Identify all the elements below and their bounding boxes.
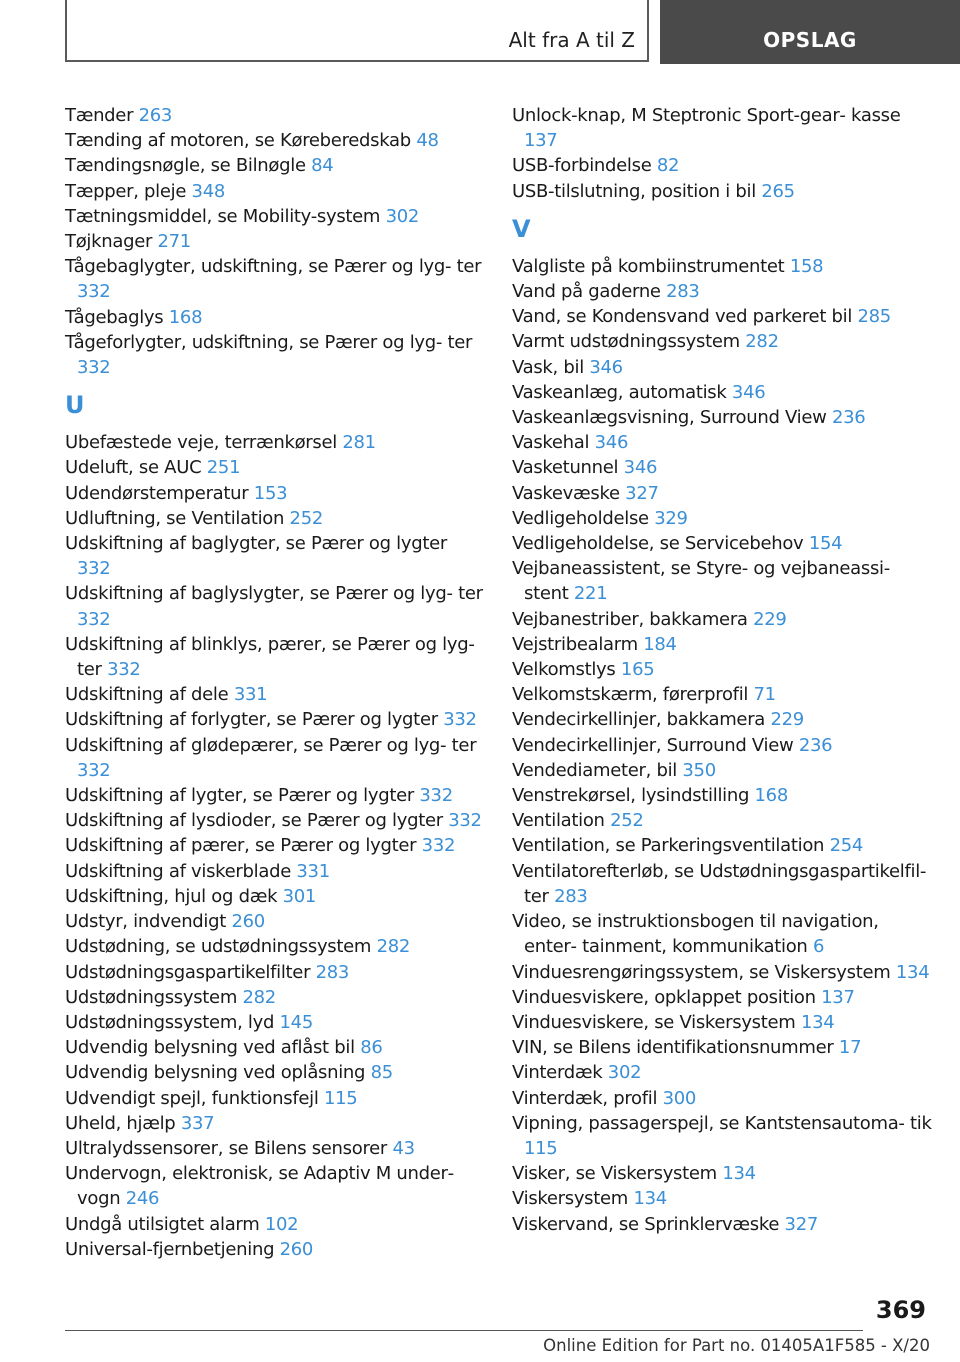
index-entry-text: Udskiftning af blinklys, pærer, se Pærer og lyg‐ ter <box>65 633 475 681</box>
index-entry-text: Ventilatorefterløb, se Udstødningsgaspartikelfil‐ ter <box>512 860 927 907</box>
index-entry-text: Undervogn, elektronisk, se Adaptiv M under‐ vogn <box>65 1163 454 1210</box>
index-entry <box>65 330 485 380</box>
index-entry-text: Vaskehal <box>512 432 590 454</box>
index-entry-text: Visker, se Viskersystem <box>512 1163 717 1185</box>
index-entry-text: Vejstribealarm <box>512 633 638 655</box>
index-page-link[interactable]: 331 <box>233 684 268 706</box>
index-entry <box>512 1161 932 1186</box>
index-entry <box>512 909 932 959</box>
index-page-link[interactable]: 17 <box>838 1037 862 1059</box>
index-page-link[interactable]: 331 <box>296 860 330 882</box>
index-entry-text: Udvendig belysning ved oplåsning <box>65 1062 366 1084</box>
index-page-link[interactable]: 246 <box>125 1188 160 1210</box>
index-entry <box>512 380 932 405</box>
index-entry <box>65 481 485 506</box>
index-entry-text: Udskiftning af dele <box>65 684 229 706</box>
index-page-link[interactable]: 265 <box>761 180 795 202</box>
index-entry-text: Tændingsnøgle, se Bilnøgle <box>65 155 306 177</box>
index-entry <box>512 758 932 783</box>
index-page-link[interactable]: 281 <box>342 432 376 454</box>
index-page-link[interactable]: 236 <box>831 407 866 429</box>
index-page-link[interactable]: 71 <box>753 684 776 706</box>
index-entry-text: Tætningsmiddel, se Mobility-system <box>65 205 381 227</box>
index-page-link[interactable]: 350 <box>682 759 716 781</box>
index-entry-text: Undgå utilsigtet alarm <box>65 1213 260 1235</box>
index-page-link[interactable]: 254 <box>829 835 864 857</box>
header-title: Alt fra A til Z <box>508 28 635 52</box>
index-page-link[interactable]: 300 <box>662 1087 697 1109</box>
index-page-link[interactable]: 43 <box>392 1137 415 1159</box>
index-page-link[interactable]: 346 <box>731 381 766 403</box>
index-page-link[interactable]: 134 <box>722 1163 756 1185</box>
index-page-link[interactable]: 282 <box>242 986 276 1008</box>
index-page-link[interactable]: 329 <box>654 507 688 529</box>
index-page-link[interactable]: 327 <box>625 482 659 504</box>
index-page-link[interactable]: 302 <box>385 205 420 227</box>
index-entry-text: Udvendigt spejl, funktionsfejl <box>65 1087 319 1109</box>
index-entry <box>512 657 932 682</box>
index-page-link[interactable]: 346 <box>589 356 623 378</box>
index-entry-text: Udskiftning af lysdioder, se Pærer og lygter <box>65 810 443 832</box>
index-page-link[interactable]: 337 <box>180 1112 215 1134</box>
index-page-link[interactable]: 301 <box>282 885 317 907</box>
index-page-link[interactable]: 82 <box>656 155 680 177</box>
index-page-link[interactable]: 332 <box>419 785 453 807</box>
index-entry-text: USB-forbindelse <box>512 155 652 177</box>
index-entry-text: Uheld, hjælp <box>65 1112 176 1134</box>
index-page-link[interactable]: 154 <box>808 533 843 555</box>
index-entry-text: Tænding af motoren, se Køreberedskab <box>65 130 411 152</box>
index-letter-heading: U <box>65 391 85 420</box>
index-page-link[interactable]: 153 <box>253 482 288 504</box>
index-entry <box>65 455 485 480</box>
index-entry-text: Udstødningsgaspartikelfilter <box>65 961 311 983</box>
index-entry-text: Vaskeanlægsvisning, Surround View <box>512 407 827 429</box>
index-entry-text: Vand på gaderne <box>512 281 661 303</box>
index-entry <box>65 1161 485 1211</box>
index-page-link[interactable]: 332 <box>77 608 111 630</box>
index-entry <box>65 1237 485 1262</box>
index-page-link[interactable]: 302 <box>607 1062 642 1084</box>
index-page-link[interactable]: 229 <box>753 608 787 630</box>
index-entry <box>65 934 485 959</box>
index-page-link[interactable]: 332 <box>77 281 111 303</box>
index-page-link[interactable]: 282 <box>745 331 779 353</box>
index-entry-text: Udskiftning af baglygter, se Pærer og lygter <box>65 533 447 555</box>
index-entry <box>65 833 485 858</box>
index-entry <box>512 506 932 531</box>
index-entry <box>512 430 932 455</box>
index-entry-text: Vendediameter, bil <box>512 759 677 781</box>
index-entry <box>65 305 485 330</box>
index-page-link[interactable]: 236 <box>798 734 833 756</box>
index-page-link[interactable]: 102 <box>264 1213 299 1235</box>
index-entry-text: Udskiftning af forlygter, se Pærer og lygter <box>65 709 438 731</box>
index-entry <box>65 531 485 581</box>
footer-divider <box>65 1330 863 1331</box>
index-entry <box>65 581 485 631</box>
index-entry-text: Udeluft, se AUC <box>65 457 202 479</box>
index-entry-text: Velkomstlys <box>512 659 616 681</box>
index-page-link[interactable]: 134 <box>633 1188 667 1210</box>
index-page-link[interactable]: 158 <box>789 255 824 277</box>
index-page-link[interactable]: 332 <box>107 659 141 681</box>
index-page-link[interactable]: 251 <box>206 457 241 479</box>
index-page-link[interactable]: 285 <box>857 306 891 328</box>
index-entry-text: Vaskeanlæg, automatisk <box>512 381 727 403</box>
index-entry-text: Vinduesrengøringssystem, se Viskersystem <box>512 961 891 983</box>
index-page-link[interactable]: 252 <box>610 810 644 832</box>
index-entry <box>65 430 485 455</box>
index-entry-text: Varmt udstødningssystem <box>512 331 740 353</box>
index-entry-text: USB-tilslutning, position i bil <box>512 180 756 202</box>
index-entry <box>512 531 932 556</box>
index-page-link[interactable]: 263 <box>138 105 173 126</box>
index-entry <box>512 1035 932 1060</box>
index-page-link[interactable]: 282 <box>376 936 411 958</box>
index-page-link[interactable]: 84 <box>311 155 334 177</box>
index-entry <box>65 1035 485 1060</box>
index-entry-text: Unlock-knap, M Steptronic Sport-gear‐ kasse <box>512 105 901 126</box>
index-entry-text: Udskiftning af pærer, se Pærer og lygter <box>65 835 417 857</box>
index-entry <box>512 153 932 178</box>
index-entry-text: Udvendig belysning ved aflåst bil <box>65 1037 355 1059</box>
index-entry-text: Udstødning, se udstødningssystem <box>65 936 372 958</box>
index-page-link[interactable]: 332 <box>443 709 477 731</box>
index-entry <box>512 1111 932 1161</box>
index-entry <box>512 556 932 606</box>
index-page-link[interactable]: 115 <box>323 1087 358 1109</box>
index-entry-text: Udstyr, indvendigt <box>65 911 227 933</box>
index-entry <box>512 304 932 329</box>
index-entry-text: Tågebaglygter, udskiftning, se Pærer og lyg‐ ter <box>65 256 482 278</box>
index-entry-text: Vaskevæske <box>512 482 620 504</box>
index-page-link[interactable]: 184 <box>643 633 677 655</box>
index-entry-text: Udstødningssystem <box>65 986 238 1008</box>
index-entry <box>65 1212 485 1237</box>
index-entry-text: Udskiftning af lygter, se Pærer og lygter <box>65 785 414 807</box>
index-entry-text: Udskiftning af glødepærer, se Pærer og lyg‐ ter <box>65 734 477 756</box>
index-entry <box>65 707 485 732</box>
index-entry <box>512 808 932 833</box>
index-entry <box>512 985 932 1010</box>
index-entry <box>65 204 485 229</box>
index-entry <box>512 103 932 153</box>
index-entry-text: Velkomstskærm, førerprofil <box>512 684 749 706</box>
index-page-link[interactable]: 271 <box>157 231 191 253</box>
index-entry-text: Tænder <box>65 105 134 126</box>
index-page-link[interactable]: 221 <box>573 583 608 605</box>
index-entry <box>512 960 932 985</box>
index-entry-text: Vedligeholdelse, se Servicebehov <box>512 533 804 555</box>
header-section-tab: OPSLAG <box>660 0 960 64</box>
index-entry <box>512 632 932 657</box>
index-page-link[interactable]: 283 <box>315 961 350 983</box>
index-entry <box>65 783 485 808</box>
page-number: 369 <box>875 1296 926 1324</box>
index-entry <box>512 707 932 732</box>
index-page-link[interactable]: 332 <box>77 357 111 379</box>
index-entry <box>65 859 485 884</box>
index-entry-text: Tæpper, pleje <box>65 180 187 202</box>
index-page-link[interactable]: 145 <box>279 1011 313 1033</box>
index-entry <box>512 455 932 480</box>
index-page-link[interactable]: 260 <box>231 911 265 933</box>
index-entry <box>65 985 485 1010</box>
index-entry <box>512 733 932 758</box>
index-entry <box>65 103 485 128</box>
index-entry-text: Vinduesviskere, se Viskersystem <box>512 1011 796 1033</box>
index-page-link[interactable]: 332 <box>77 759 111 781</box>
index-entry-text: Viskervand, se Sprinklervæske <box>512 1213 780 1235</box>
index-entry <box>512 481 932 506</box>
index-entry <box>65 1111 485 1136</box>
index-page-link[interactable]: 283 <box>554 885 588 907</box>
index-entry <box>512 833 932 858</box>
index-page-link[interactable]: 134 <box>895 961 930 983</box>
index-entry <box>65 128 485 153</box>
index-page-link[interactable]: 332 <box>448 810 482 832</box>
index-entry-text: Vinterdæk, profil <box>512 1087 658 1109</box>
index-entry <box>512 329 932 354</box>
index-entry <box>512 1186 932 1211</box>
index-entry <box>512 607 932 632</box>
index-page-link[interactable]: 348 <box>191 180 226 202</box>
index-entry <box>65 909 485 934</box>
index-page-link[interactable]: 346 <box>594 432 629 454</box>
index-entry-text: Video, se instruktionsbogen til navigation, enter‐ tainment, kommunikation <box>512 911 879 958</box>
index-page-link[interactable]: 332 <box>421 835 456 857</box>
index-entry-text: Valgliste på kombiinstrumentet <box>512 255 785 277</box>
index-letter-heading: V <box>512 214 531 243</box>
index-entry <box>65 1010 485 1035</box>
index-entry <box>512 1060 932 1085</box>
index-entry-text: Udskiftning, hjul og dæk <box>65 885 278 907</box>
index-page-link[interactable]: 165 <box>620 659 655 681</box>
index-entry-text: Udluftning, se Ventilation <box>65 507 285 529</box>
index-entry-text: Udskiftning af baglyslygter, se Pærer og lyg‐ ter <box>65 583 483 605</box>
index-entry <box>512 682 932 707</box>
index-entry-text: Vinduesviskere, opklappet position <box>512 986 816 1008</box>
index-entry-text: Vipning, passagerspejl, se Kantstensautoma‐ tik <box>512 1112 932 1134</box>
index-page-link[interactable]: 283 <box>666 281 700 303</box>
index-entry <box>65 632 485 682</box>
index-entry <box>65 254 485 304</box>
index-entry-text: Vand, se Kondensvand ved parkeret bil <box>512 306 853 328</box>
index-entry <box>512 405 932 430</box>
index-page-link[interactable]: 168 <box>754 785 788 807</box>
index-entry <box>65 960 485 985</box>
footer-text: Online Edition for Part no. 01405A1F585 - X/20 <box>543 1336 930 1355</box>
index-entry-text: VIN, se Bilens identifikationsnummer <box>512 1037 834 1059</box>
index-entry-text: Tågebaglys <box>65 306 164 328</box>
index-entry <box>65 179 485 204</box>
index-entry <box>512 355 932 380</box>
index-column-right <box>512 103 932 1237</box>
index-entry-text: Udendørstemperatur <box>65 482 249 504</box>
index-entry <box>512 859 932 909</box>
index-page-link[interactable]: 168 <box>168 306 203 328</box>
index-entry-text: Venstrekørsel, lysindstilling <box>512 785 750 807</box>
index-entry-text: Ultralydssensorer, se Bilens sensorer <box>65 1137 388 1159</box>
index-entry <box>512 179 932 204</box>
index-entry-text: Vendecirkellinjer, bakkamera <box>512 709 766 731</box>
index-page-link[interactable]: 332 <box>77 558 111 580</box>
index-entry-text: Udskiftning af viskerblade <box>65 860 291 882</box>
index-entry-text: Udstødningssystem, lyd <box>65 1011 275 1033</box>
index-entry-text: Vinterdæk <box>512 1062 603 1084</box>
index-page-link[interactable]: 134 <box>800 1011 835 1033</box>
index-entry <box>512 279 932 304</box>
index-page-link[interactable]: 252 <box>289 507 324 529</box>
index-entry <box>65 1060 485 1085</box>
index-entry <box>65 153 485 178</box>
index-entry-text: Vasketunnel <box>512 457 619 479</box>
index-entry <box>65 506 485 531</box>
index-page-link[interactable]: 327 <box>784 1213 819 1235</box>
index-entry <box>65 733 485 783</box>
index-page-link[interactable]: 137 <box>821 986 855 1008</box>
index-entry <box>65 808 485 833</box>
index-entry <box>65 1086 485 1111</box>
index-entry-text: Vendecirkellinjer, Surround View <box>512 734 794 756</box>
index-entry-text: Tøjknager <box>65 231 153 253</box>
index-page-link[interactable]: 85 <box>370 1062 393 1084</box>
index-entry <box>512 1212 932 1237</box>
index-entry-text: Tågeforlygter, udskiftning, se Pærer og lyg‐ ter <box>65 331 473 353</box>
index-page-link[interactable]: 115 <box>524 1137 558 1159</box>
index-entry <box>65 229 485 254</box>
index-entry <box>512 1086 932 1111</box>
index-entry-text: Vejbanestriber, bakkamera <box>512 608 748 630</box>
index-entry-text: Vejbaneassistent, se Styre- og vejbaneassi‐ stent <box>512 558 890 605</box>
index-entry-text: Vedligeholdelse <box>512 507 649 529</box>
index-entry <box>512 254 932 279</box>
index-entry-text: Universal-fjernbetjening <box>65 1238 275 1260</box>
index-entry-text: Ventilation <box>512 810 605 832</box>
index-page-link[interactable]: 260 <box>279 1238 314 1260</box>
index-column-left <box>65 103 485 1262</box>
index-entry-text: Vask, bil <box>512 356 584 378</box>
index-page-link[interactable]: 346 <box>623 457 658 479</box>
index-page-link[interactable]: 137 <box>524 130 558 152</box>
index-entry <box>65 1136 485 1161</box>
index-entry-text: Ubefæstede veje, terrænkørsel <box>65 432 337 454</box>
index-page-link[interactable]: 48 <box>416 130 439 152</box>
index-entry <box>512 1010 932 1035</box>
index-entry <box>512 783 932 808</box>
index-page-link[interactable]: 86 <box>360 1037 383 1059</box>
index-entry <box>65 682 485 707</box>
index-page-link[interactable]: 6 <box>812 936 825 958</box>
index-entry <box>65 884 485 909</box>
index-entry-text: Ventilation, se Parkeringsventilation <box>512 835 825 857</box>
index-page-link[interactable]: 229 <box>770 709 804 731</box>
index-entry-text: Viskersystem <box>512 1188 629 1210</box>
